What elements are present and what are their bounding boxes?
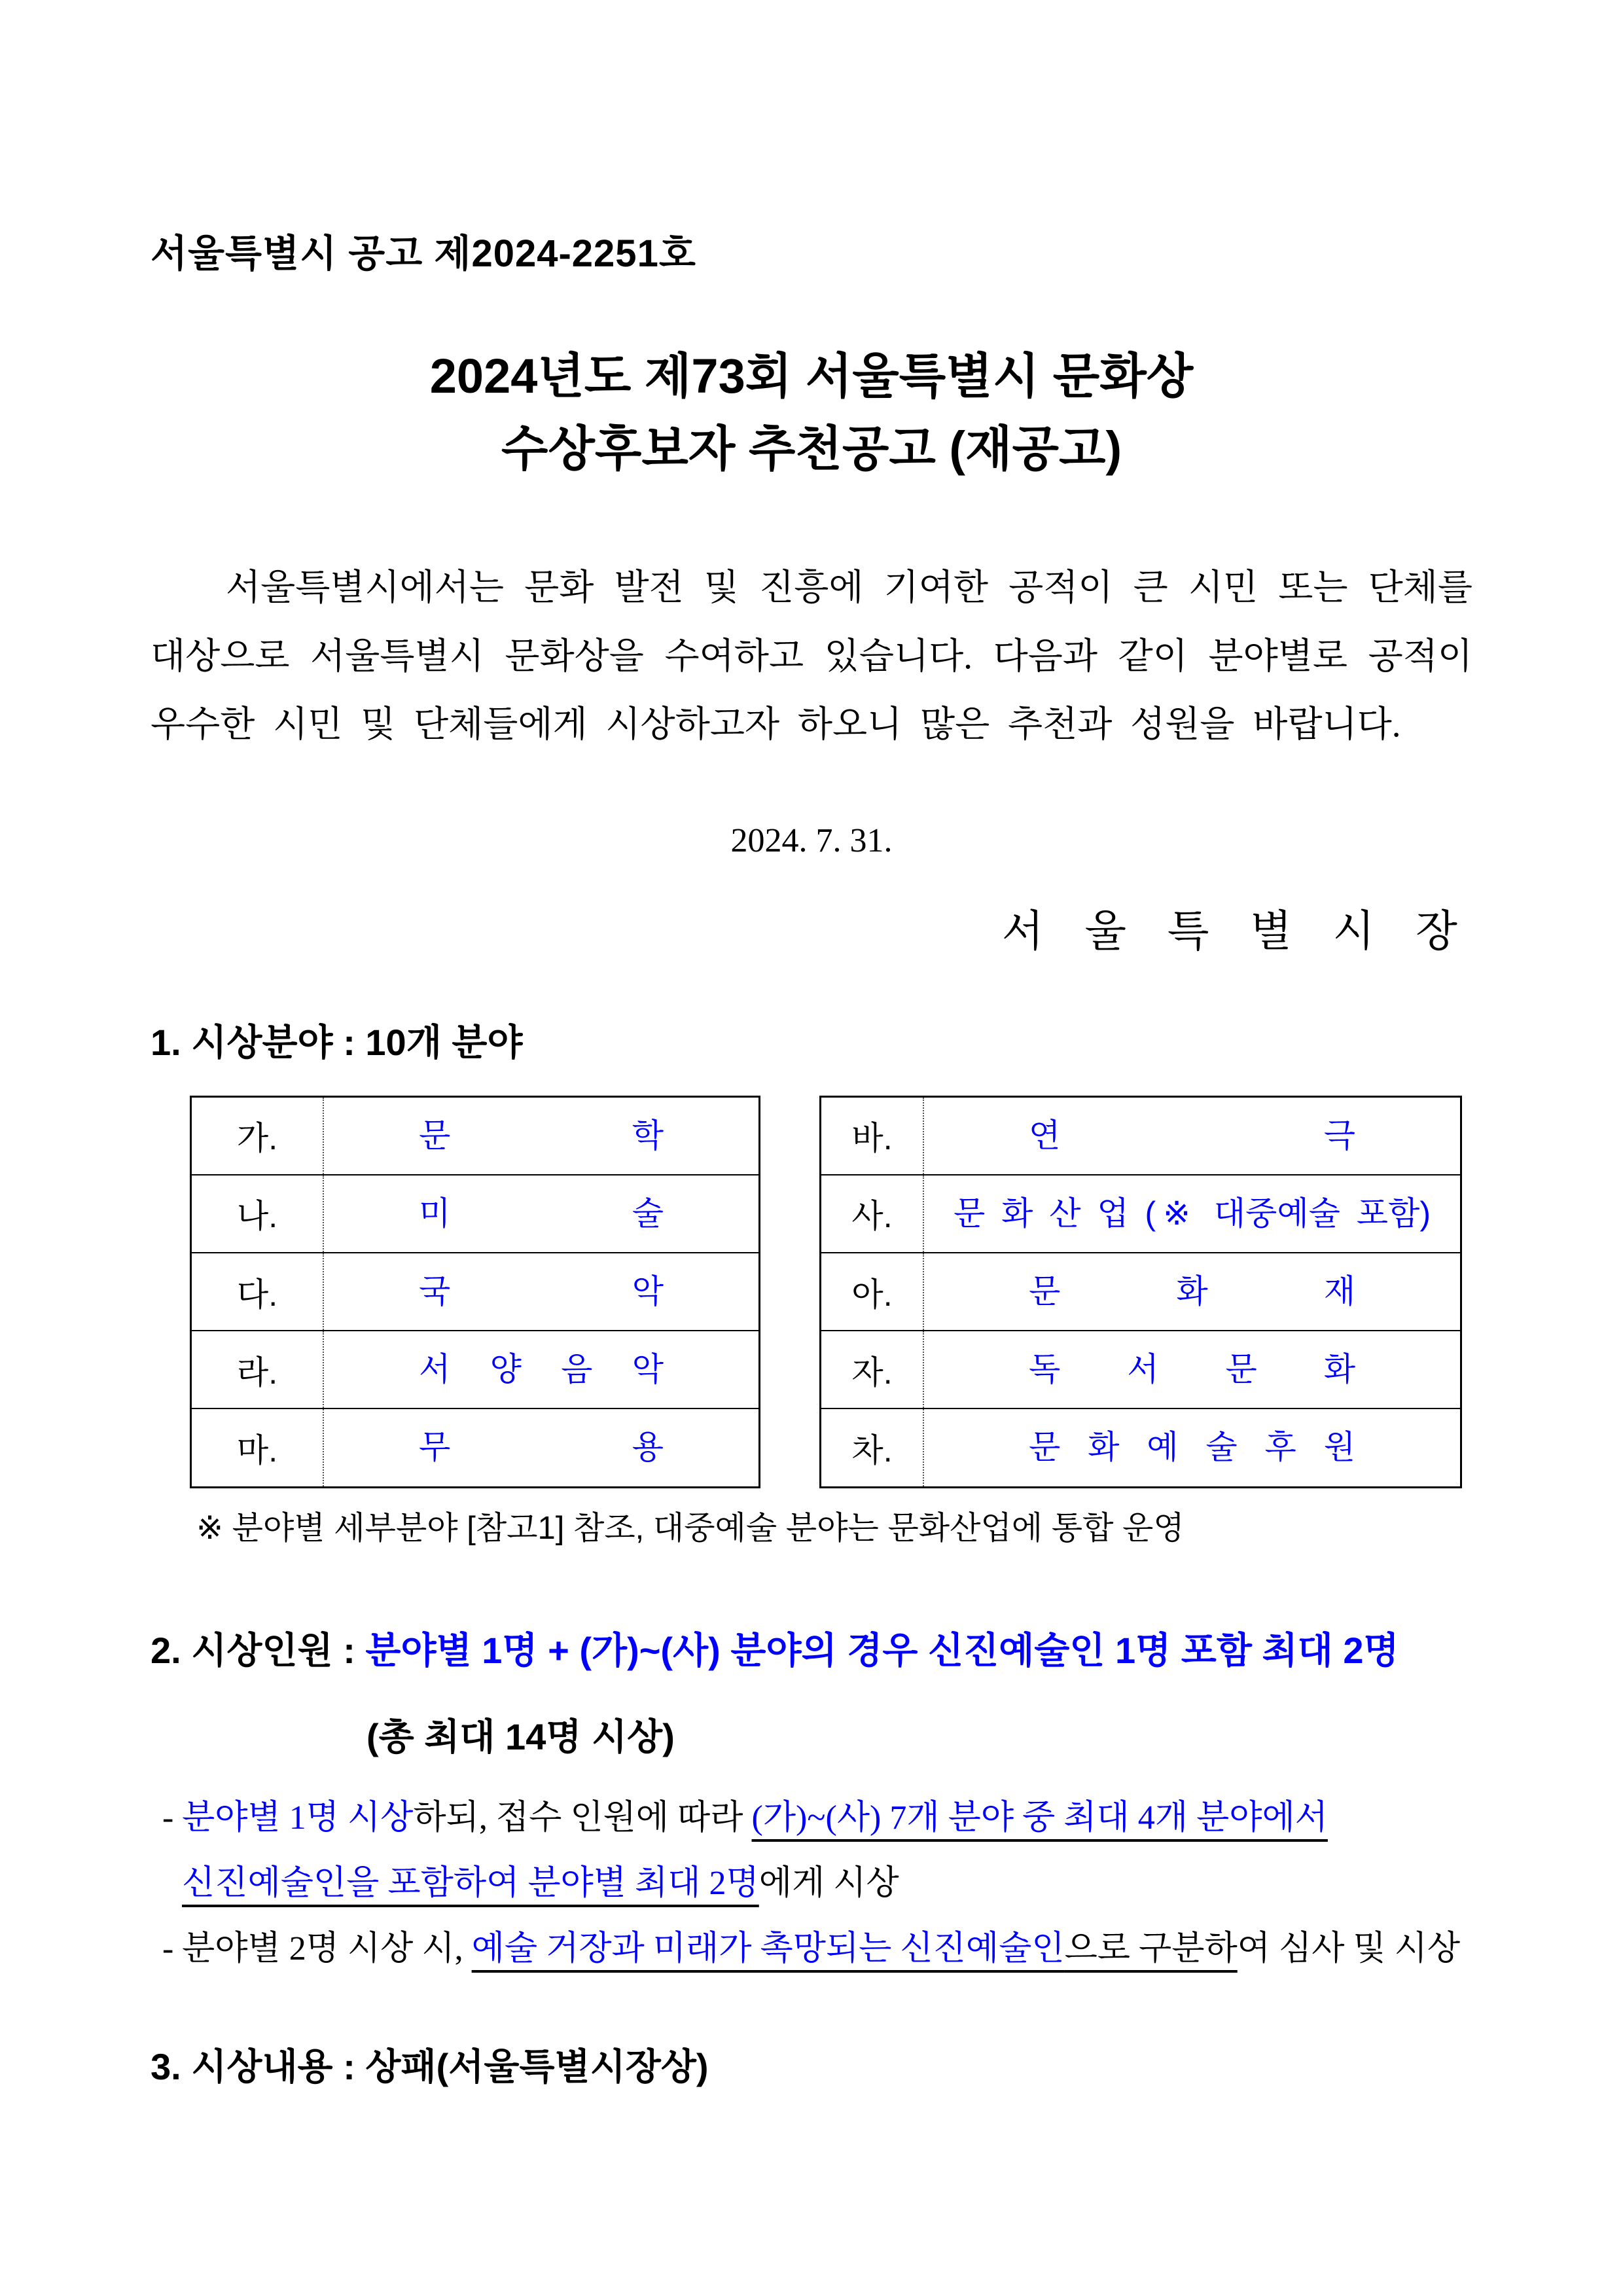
bullet-marker: - — [162, 1929, 174, 1967]
bullet2-seg2-underline: 예술 거장과 미래가 촉망되는 신진예술인 — [471, 1929, 1065, 1967]
bullet1-seg2: 하되, 접수 인원에 따라 — [413, 1799, 752, 1837]
row-label: 나. — [236, 1198, 278, 1235]
row-label: 아. — [851, 1276, 893, 1313]
row-value: 미 술 — [323, 1175, 758, 1252]
bullet2-seg3-underline: 으로 구분하 — [1064, 1929, 1238, 1967]
bullet1-line2 — [182, 1864, 1472, 1902]
row-label: 가. — [236, 1120, 278, 1157]
table-row — [192, 1098, 758, 1174]
bullet1-line1 — [182, 1801, 1472, 1835]
bullet2-seg1: 분야별 2명 시상 시, — [182, 1929, 472, 1967]
issue-date: 2024. 7. 31. — [730, 821, 893, 859]
row-label: 다. — [236, 1276, 278, 1313]
award-category-tables — [190, 1096, 1472, 1488]
row-label: 차. — [851, 1431, 893, 1469]
table-row — [821, 1252, 1460, 1330]
section2-heading-highlight: 분야별 1명 + (가)~(사) 분야의 경우 신진예술인 1명 포함 최대 2명 — [365, 1629, 1399, 1671]
table-row — [192, 1330, 758, 1408]
award-table-left — [190, 1096, 760, 1488]
section1-heading: 1. 시상분야 : 10개 분야 — [151, 1021, 523, 1063]
bullet-marker: - — [162, 1799, 174, 1837]
table-row — [821, 1408, 1460, 1486]
row-value: 문 화 예 술 후 원 — [923, 1409, 1460, 1486]
bullet2-line1 — [182, 1929, 1472, 1967]
section3-heading: 3. 시상내용 : 상패(서울특별시장상) — [151, 2045, 709, 2087]
row-value: 독 서 문 화 — [923, 1331, 1460, 1408]
row-label: 자. — [851, 1354, 893, 1391]
title-line-1: 2024년도 제73회 서울특별시 문화상 — [429, 349, 1194, 403]
row-label: 마. — [236, 1431, 278, 1469]
bullet-item-2 — [151, 1929, 1472, 1967]
mayor-signature: 서 울 특 별 시 장 — [1001, 907, 1472, 956]
section2-heading — [151, 1622, 1472, 1674]
section2-heading-prefix: 2. 시상인원 : — [151, 1629, 366, 1671]
doc-number: 서울특별시 공고 제2024-2251호 — [151, 232, 696, 275]
table-row — [192, 1252, 758, 1330]
table-row — [821, 1098, 1460, 1174]
bullet-text — [182, 1929, 1472, 1967]
row-label: 사. — [851, 1198, 893, 1235]
bullet1-line2-seg2: 에게 시상 — [758, 1864, 899, 1902]
bullet1-seg1: 분야별 1명 시상 — [182, 1799, 414, 1837]
bullet-text — [182, 1801, 1472, 1901]
bullet-item-1 — [151, 1801, 1472, 1901]
row-value: 무 용 — [323, 1409, 758, 1486]
row-label: 바. — [851, 1120, 893, 1157]
row-value: 문 학 — [323, 1098, 758, 1174]
table-note: ※ 분야별 세부분야 [참고1] 참조, 대중예술 분야는 문화산업에 통합 운영 — [196, 1510, 1185, 1546]
table-row — [192, 1408, 758, 1486]
row-value: 서 양 음 악 — [323, 1331, 758, 1408]
bullet2-seg4: 여 심사 및 시상 — [1237, 1929, 1461, 1967]
title-line-2: 수상후보자 추천공고 (재공고) — [501, 422, 1122, 476]
page-title — [151, 340, 1472, 485]
intro-paragraph: 서울특별시에서는 문화 발전 및 진흥에 기여한 공적이 큰 시민 또는 단체를 대상으로 서울특별시 문화상을 수여하고 있습니다. 다음과 같이 분야별로 공적이 우수한 시민 및 단체들에게 시상하고자 하오니 많은 추천과 성원을 바랍니다. — [151, 567, 1472, 744]
table-row — [821, 1174, 1460, 1252]
table-row — [192, 1174, 758, 1252]
row-value: 문 화 재 — [923, 1253, 1460, 1330]
bullet1-line2-seg1-underline: 신진예술인을 포함하여 분야별 최대 2명 — [182, 1864, 759, 1902]
row-value: 연 극 — [923, 1098, 1460, 1174]
row-value: 문 화 산 업 (※ 대중예술 포함) — [923, 1175, 1460, 1252]
award-table-right — [819, 1096, 1462, 1488]
bullet1-seg3-underline: (가)~(사) 7개 분야 중 최대 4개 분야에서 — [751, 1799, 1328, 1837]
table-row — [821, 1330, 1460, 1408]
section2-heading-line2: (총 최대 14명 시상) — [366, 1715, 675, 1757]
row-label: 라. — [236, 1354, 278, 1391]
row-value: 국 악 — [323, 1253, 758, 1330]
